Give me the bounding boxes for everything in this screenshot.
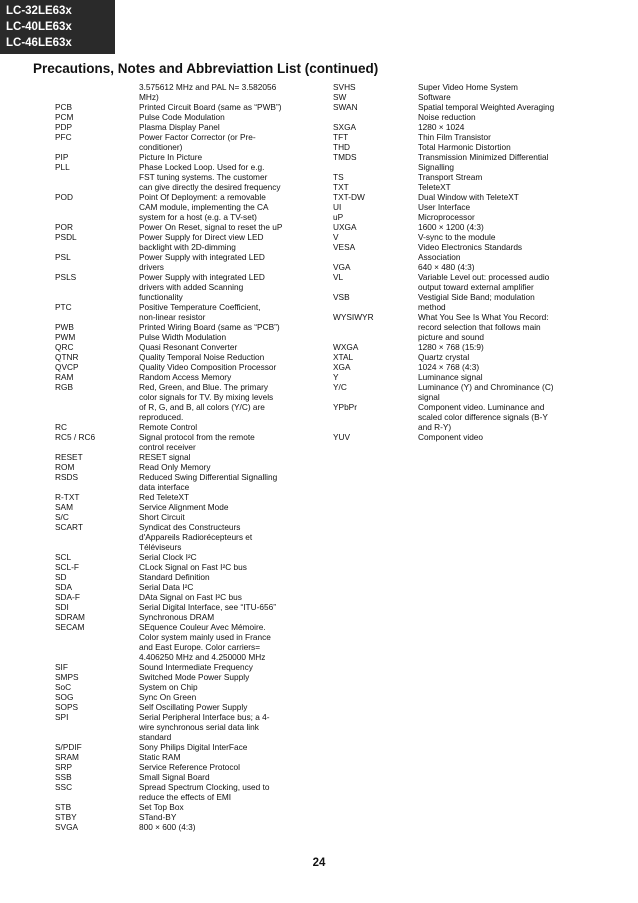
page-title: Precautions, Notes and Abbreviattion List (continued) xyxy=(33,61,379,76)
abbreviation-term: SOG xyxy=(55,692,74,702)
abbreviation-term: XGA xyxy=(333,362,351,372)
abbreviation-definition: What You See Is What You Record: record selection that follows main picture and sound xyxy=(418,312,549,342)
abbreviation-definition: Read Only Memory xyxy=(139,462,211,472)
abbreviation-definition: Power Supply for Direct view LED backlight with 2D-dimming xyxy=(139,232,264,252)
abbreviation-entry xyxy=(55,712,285,742)
abbreviation-entry xyxy=(333,362,568,372)
abbreviation-definition: System on Chip xyxy=(139,682,198,692)
abbreviation-term: SIF xyxy=(55,662,68,672)
abbreviation-definition: Video Electronics Standards Association xyxy=(418,242,523,262)
abbreviation-term: WXGA xyxy=(333,342,359,352)
abbreviation-definition: 800 × 600 (4:3) xyxy=(139,822,196,832)
abbreviation-entry xyxy=(55,572,285,582)
abbreviation-entry xyxy=(55,432,285,452)
abbreviation-term: SD xyxy=(55,572,67,582)
abbreviation-entry xyxy=(55,452,285,462)
abbreviation-term: SMPS xyxy=(55,672,79,682)
abbreviation-definition: Power Factor Corrector (or Pre- conditioner) xyxy=(139,132,256,152)
abbreviation-entry xyxy=(55,672,285,682)
abbreviation-entry xyxy=(333,172,568,182)
abbreviation-definition: SEquence Couleur Avec Mémoire. Color system mainly used in France and East Europe. Color carriers= 4.406250 MHz and 4.250000 MHz xyxy=(139,622,271,662)
abbreviation-entry xyxy=(55,152,285,162)
abbreviation-term: SSC xyxy=(55,782,73,792)
abbreviation-term: SW xyxy=(333,92,347,102)
abbreviation-entry xyxy=(55,82,285,102)
abbreviation-term: QVCP xyxy=(55,362,79,372)
abbreviation-term: SXGA xyxy=(333,122,357,132)
abbreviation-term: PCB xyxy=(55,102,73,112)
abbreviation-term: QTNR xyxy=(55,352,79,362)
abbreviation-term: SCART xyxy=(55,522,83,532)
abbreviation-term: VSB xyxy=(333,292,350,302)
abbreviation-term: SCL xyxy=(55,552,72,562)
abbreviation-term: SAM xyxy=(55,502,73,512)
abbreviation-definition: Software xyxy=(418,92,451,102)
abbreviation-entry xyxy=(55,382,285,422)
abbreviation-definition: Sync On Green xyxy=(139,692,197,702)
abbreviation-definition: Thin Film Transistor xyxy=(418,132,491,142)
model-name: LC-32LE63x xyxy=(6,5,72,17)
abbreviation-definition: Transport Stream xyxy=(418,172,483,182)
abbreviation-definition: Super Video Home System xyxy=(418,82,518,92)
abbreviation-entry xyxy=(333,192,568,202)
abbreviation-term: TXT-DW xyxy=(333,192,365,202)
abbreviation-term: RGB xyxy=(55,382,73,392)
abbreviation-definition: 1280 × 768 (15:9) xyxy=(418,342,484,352)
abbreviation-term: PDP xyxy=(55,122,73,132)
abbreviation-term: SCL-F xyxy=(55,562,79,572)
abbreviation-entry xyxy=(333,352,568,362)
abbreviation-definition: Quasi Resonant Converter xyxy=(139,342,238,352)
abbreviation-entry xyxy=(333,272,568,292)
abbreviation-entry xyxy=(55,692,285,702)
abbreviation-term: VESA xyxy=(333,242,356,252)
abbreviation-entry xyxy=(55,502,285,512)
abbreviation-term: XTAL xyxy=(333,352,354,362)
abbreviation-definition: Point Of Deployment: a removable CAM module, implementing the CA system for a host (e.g. a TV-set) xyxy=(139,192,269,222)
abbreviation-term: TXT xyxy=(333,182,349,192)
abbreviation-entry xyxy=(55,132,285,152)
abbreviation-term: SRP xyxy=(55,762,73,772)
abbreviation-definition: CLock Signal on Fast I²C bus xyxy=(139,562,247,572)
abbreviation-entry xyxy=(55,702,285,712)
abbreviation-entry xyxy=(55,822,285,832)
abbreviation-entry xyxy=(55,592,285,602)
abbreviation-entry xyxy=(55,562,285,572)
abbreviation-entry xyxy=(55,492,285,502)
abbreviation-entry xyxy=(55,222,285,232)
model-header-box xyxy=(0,0,115,54)
abbreviation-term: TS xyxy=(333,172,344,182)
abbreviation-entry xyxy=(333,372,568,382)
abbreviation-term: RAM xyxy=(55,372,74,382)
abbreviation-term: YUV xyxy=(333,432,351,442)
abbreviation-definition: Variable Level out: processed audio output toward external amplifier xyxy=(418,272,550,292)
abbreviation-entry xyxy=(55,252,285,272)
abbreviation-term: SDA-F xyxy=(55,592,80,602)
abbreviation-entry xyxy=(55,122,285,132)
abbreviation-term: PWB xyxy=(55,322,74,332)
abbreviation-term: SoC xyxy=(55,682,72,692)
abbreviation-definition: Pulse Code Modulation xyxy=(139,112,225,122)
abbreviation-term: PCM xyxy=(55,112,74,122)
abbreviation-entry xyxy=(333,242,568,262)
abbreviation-entry xyxy=(55,602,285,612)
abbreviation-definition: Serial Peripheral Interface bus; a 4- wire synchronous serial data link standard xyxy=(139,712,270,742)
abbreviation-term: RSDS xyxy=(55,472,79,482)
abbreviation-term: RESET xyxy=(55,452,83,462)
abbreviation-entry xyxy=(333,292,568,312)
abbreviation-definition: Phase Locked Loop. Used for e.g. FST tuning systems. The customer can give directly the desired frequency xyxy=(139,162,281,192)
abbreviation-term xyxy=(55,82,139,102)
abbreviation-definition: Sony Philips Digital InterFace xyxy=(139,742,248,752)
abbreviation-term: PSDL xyxy=(55,232,77,242)
abbreviation-entry xyxy=(55,622,285,662)
abbreviation-entry xyxy=(333,142,568,152)
abbreviation-definition: Self Oscillating Power Supply xyxy=(139,702,248,712)
abbreviation-entry xyxy=(55,812,285,822)
abbreviation-definition: Spread Spectrum Clocking, used to reduce the effects of EMI xyxy=(139,782,270,802)
abbreviation-entry xyxy=(55,762,285,772)
abbreviation-definition: Standard Definition xyxy=(139,572,210,582)
abbreviation-entry xyxy=(55,112,285,122)
abbreviation-entry xyxy=(55,782,285,802)
abbreviation-definition: Small Signal Board xyxy=(139,772,210,782)
page-number: 24 xyxy=(312,857,326,869)
abbreviation-term: PTC xyxy=(55,302,72,312)
abbreviation-definition: Transmission Minimized Differential Signalling xyxy=(418,152,549,172)
abbreviation-entry xyxy=(55,362,285,372)
abbreviation-definition: Static RAM xyxy=(139,752,181,762)
abbreviation-term: PSL xyxy=(55,252,71,262)
abbreviation-entry xyxy=(333,312,568,342)
abbreviation-term: STB xyxy=(55,802,72,812)
abbreviation-entry xyxy=(333,382,568,402)
abbreviation-entry xyxy=(333,402,568,432)
abbreviation-definition: Service Reference Protocol xyxy=(139,762,240,772)
abbreviation-term: VL xyxy=(333,272,344,282)
abbreviation-entry xyxy=(55,682,285,692)
abbreviation-definition: Red TeleteXT xyxy=(139,492,190,502)
abbreviation-entry xyxy=(333,232,568,242)
abbreviation-term: TMDS xyxy=(333,152,357,162)
abbreviation-definition: Red, Green, and Blue. The primary color signals for TV. By mixing levels of R, G, and B, all colors (Y/C) are reproduced. xyxy=(139,382,274,422)
model-name: LC-46LE63x xyxy=(6,37,72,49)
abbreviation-entry xyxy=(333,222,568,232)
abbreviation-entry xyxy=(55,462,285,472)
abbreviation-entry xyxy=(55,612,285,622)
abbreviation-entry xyxy=(333,102,568,122)
model-name: LC-40LE63x xyxy=(6,21,72,33)
abbreviation-term: SVHS xyxy=(333,82,356,92)
abbreviation-entry xyxy=(55,552,285,562)
abbreviation-definition: Serial Digital Interface, see “ITU-656” xyxy=(139,602,276,612)
abbreviation-definition: Sound Intermediate Frequency xyxy=(139,662,253,672)
abbreviation-definition: 1600 × 1200 (4:3) xyxy=(418,222,484,232)
abbreviation-entry xyxy=(55,332,285,342)
abbreviation-entry xyxy=(55,752,285,762)
abbreviation-definition: Luminance (Y) and Chrominance (C) signal xyxy=(418,382,554,402)
abbreviation-term: YPbPr xyxy=(333,402,357,412)
abbreviation-term: STBY xyxy=(55,812,77,822)
abbreviation-entry xyxy=(333,122,568,132)
abbreviation-definition: Signal protocol from the remote control receiver xyxy=(139,432,255,452)
abbreviation-definition: V-sync to the module xyxy=(418,232,496,242)
abbreviation-definition: Power Supply with integrated LED drivers with added Scanning functionality xyxy=(139,272,265,302)
abbreviation-entry xyxy=(333,342,568,352)
abbreviation-definition: Dual Window with TeleteXT xyxy=(418,192,519,202)
abbreviation-term: SSB xyxy=(55,772,72,782)
abbreviation-definition: RESET signal xyxy=(139,452,191,462)
abbreviation-term: UI xyxy=(333,202,342,212)
abbreviation-term: V xyxy=(333,232,339,242)
abbreviation-definition: Picture In Picture xyxy=(139,152,203,162)
abbreviation-entry xyxy=(55,322,285,332)
abbreviation-definition: Power Supply with integrated LED drivers xyxy=(139,252,265,272)
abbreviation-entry xyxy=(55,772,285,782)
abbreviation-term: QRC xyxy=(55,342,74,352)
abbreviation-entry xyxy=(333,212,568,222)
abbreviation-term: SDI xyxy=(55,602,69,612)
abbreviation-entry xyxy=(333,132,568,142)
abbreviation-definition: Plasma Display Panel xyxy=(139,122,220,132)
abbreviation-definition: 1024 × 768 (4:3) xyxy=(418,362,480,372)
abbreviation-definition: STand-BY xyxy=(139,812,177,822)
abbreviation-term: SOPS xyxy=(55,702,79,712)
abbreviation-definition: Set Top Box xyxy=(139,802,184,812)
abbreviation-term: R-TXT xyxy=(55,492,80,502)
abbreviation-entry xyxy=(55,232,285,252)
abbreviation-definition: Luminance signal xyxy=(418,372,483,382)
abbreviation-definition: DAta Signal on Fast I²C bus xyxy=(139,592,242,602)
abbreviation-definition: Positive Temperature Coefficient, non-linear resistor xyxy=(139,302,261,322)
abbreviation-definition: Switched Mode Power Supply xyxy=(139,672,250,682)
abbreviation-entry xyxy=(333,262,568,272)
abbreviation-definition: Component video xyxy=(418,432,484,442)
abbreviation-definition: Microprocessor xyxy=(418,212,475,222)
abbreviation-term: SRAM xyxy=(55,752,79,762)
abbreviation-term: Y/C xyxy=(333,382,347,392)
abbreviation-term: S/PDIF xyxy=(55,742,82,752)
abbreviation-term: S/C xyxy=(55,512,69,522)
abbreviation-term: SVGA xyxy=(55,822,79,832)
abbreviation-entry xyxy=(55,512,285,522)
abbreviation-term: PWM xyxy=(55,332,76,342)
abbreviation-term: PFC xyxy=(55,132,72,142)
abbreviation-term: SWAN xyxy=(333,102,358,112)
abbreviation-term: SDA xyxy=(55,582,73,592)
abbreviation-term: RC xyxy=(55,422,67,432)
abbreviation-definition: Random Access Memory xyxy=(139,372,232,382)
abbreviation-definition: 3.575612 MHz and PAL N= 3.582056 MHz) xyxy=(139,82,277,102)
abbreviation-entry xyxy=(333,82,568,92)
abbreviation-entry xyxy=(55,422,285,432)
abbreviation-definition: Serial Data I²C xyxy=(139,582,194,592)
abbreviation-entry xyxy=(55,662,285,672)
abbreviation-definition: Syndicat des Constructeurs d'Appareils Radiorécepteurs et Téléviseurs xyxy=(139,522,253,552)
abbreviation-entry xyxy=(55,102,285,112)
abbreviation-definition: Total Harmonic Distortion xyxy=(418,142,511,152)
abbreviation-entry xyxy=(55,582,285,592)
abbreviation-definition: Power On Reset, signal to reset the uP xyxy=(139,222,283,232)
abbreviation-definition: Component video. Luminance and scaled color difference signals (B-Y and R-Y) xyxy=(418,402,548,432)
abbreviation-definition: Quality Temporal Noise Reduction xyxy=(139,352,265,362)
abbreviation-entry xyxy=(333,202,568,212)
abbreviation-definition: Reduced Swing Differential Signalling data interface xyxy=(139,472,278,492)
abbreviation-column-left xyxy=(55,82,285,832)
abbreviation-term: uP xyxy=(333,212,344,222)
abbreviation-definition: Serial Clock I²C xyxy=(139,552,197,562)
abbreviation-term: POD xyxy=(55,192,73,202)
abbreviation-definition: Printed Wiring Board (same as “PCB”) xyxy=(139,322,280,332)
abbreviation-term: TFT xyxy=(333,132,349,142)
abbreviation-entry xyxy=(55,192,285,222)
abbreviation-definition: Synchronous DRAM xyxy=(139,612,215,622)
abbreviation-term: Y xyxy=(333,372,339,382)
abbreviation-term: VGA xyxy=(333,262,351,272)
abbreviation-definition: 640 × 480 (4:3) xyxy=(418,262,475,272)
abbreviation-entry xyxy=(55,742,285,752)
abbreviation-entry xyxy=(55,372,285,382)
abbreviation-column-right xyxy=(333,82,568,442)
abbreviation-entry xyxy=(55,522,285,552)
abbreviation-definition: Quartz crystal xyxy=(418,352,470,362)
abbreviation-definition: Short Circuit xyxy=(139,512,185,522)
abbreviation-term: ROM xyxy=(55,462,75,472)
abbreviation-entry xyxy=(333,152,568,172)
abbreviation-entry xyxy=(333,182,568,192)
abbreviation-entry xyxy=(55,352,285,362)
abbreviation-entry xyxy=(55,802,285,812)
abbreviation-definition: Spatial temporal Weighted Averaging Noise reduction xyxy=(418,102,555,122)
abbreviation-term: THD xyxy=(333,142,351,152)
abbreviation-entry xyxy=(55,472,285,492)
abbreviation-definition: TeleteXT xyxy=(418,182,451,192)
abbreviation-entry xyxy=(333,432,568,442)
abbreviation-term: PLL xyxy=(55,162,70,172)
abbreviation-definition: Pulse Width Modulation xyxy=(139,332,227,342)
abbreviation-entry xyxy=(333,92,568,102)
abbreviation-entry xyxy=(55,342,285,352)
abbreviation-term: SPI xyxy=(55,712,69,722)
abbreviation-term: SDRAM xyxy=(55,612,85,622)
abbreviation-term: PIP xyxy=(55,152,69,162)
abbreviation-term: PSLS xyxy=(55,272,77,282)
abbreviation-entry xyxy=(55,302,285,322)
abbreviation-definition: User Interface xyxy=(418,202,471,212)
abbreviation-entry xyxy=(55,272,285,302)
abbreviation-definition: Printed Circuit Board (same as “PWB”) xyxy=(139,102,282,112)
abbreviation-definition: Remote Control xyxy=(139,422,198,432)
abbreviation-definition: Service Alignment Mode xyxy=(139,502,229,512)
abbreviation-term: POR xyxy=(55,222,73,232)
abbreviation-definition: Quality Video Composition Processor xyxy=(139,362,277,372)
abbreviation-term: WYSIWYR xyxy=(333,312,374,322)
abbreviation-definition: Vestigial Side Band; modulation method xyxy=(418,292,535,312)
abbreviation-term: RC5 / RC6 xyxy=(55,432,96,442)
abbreviation-definition: 1280 × 1024 xyxy=(418,122,465,132)
abbreviation-entry xyxy=(55,162,285,192)
abbreviation-term: SECAM xyxy=(55,622,85,632)
abbreviation-term: UXGA xyxy=(333,222,357,232)
